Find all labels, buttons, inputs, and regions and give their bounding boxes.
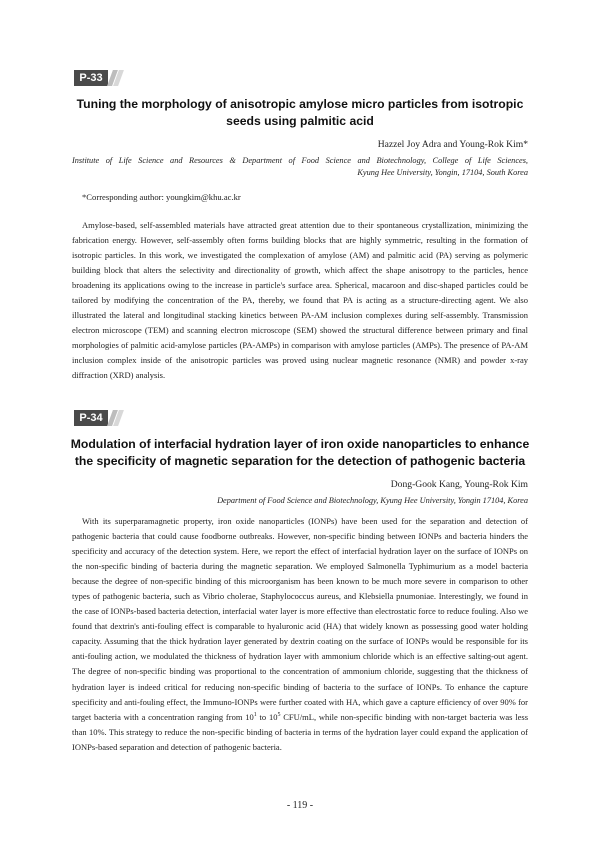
abstract-title-line: Modulation of interfacial hydration layer of iron oxide nanoparticles to enhance	[70, 437, 530, 451]
abstract-title-line: the specificity of magnetic separation for the detection of pathogenic bacteria	[74, 454, 526, 468]
abstract-body-text: With its superparamagnetic property, iron oxide nanoparticles (IONPs) have been used for the separation and detection of pathogenic bacteria that could cause foodborne outbreaks. However, non-specific binding between IONPs and bacteria hinders the specificity and accuracy of the detection system. Here, we report the effect of interfacial hydration layer on the surface of IONPs on the non-specific binding of bacteria during the magnetic separation. We employed Salmonella Typhimurium as a model bacteria because the degree of non-specific binding of this microorganism has been known to be much more severe in comparison to other types of pathogenic bacteria, such as Vibrio cholerae, Staphylococcus aureus, and Klebsiella pnumoniae. Interestingly, we found in the case of IONPs-based bacteria detection, interfacial water layer is more effective than electrostatic force to reduce fouling. Also we found that dextrin's anti-fouling effect is comparable to hyaluronic acid (HA) that widely known as possessing good water holding capacity. Assuming that the thick hydration layer generated by dextrin coating on the surface of IONPs would be responsible for its anti-fouling action, we modulated the thickness of hydration layer with ammonium chloride which is an effective salting-out agent. The degree of non-specific binding was proportional to the concentration of ammonium chloride, suggesting that the thickness of hydration layer is indeed critical for reducing non-specific binding of bacteria to the surface of IONPs. To enhance the capture specificity and anti-fouling effect, the Immuno-IONPs were further coated with HA, which gave a capture efficiency of over 90% for target bacteria with a concentration ranging from 10	[72, 516, 528, 722]
abstract-tag-label: P-34	[74, 410, 108, 426]
abstract-title	[60, 436, 540, 470]
exponent: 5	[277, 711, 281, 718]
exponent: 1	[253, 711, 257, 718]
affiliation-line: Institute of Life Science and Resources & Department of Food Science and Biotechnology, College of Life Sciences,	[72, 156, 528, 165]
abstract-title	[60, 96, 540, 130]
affiliation-line: Kyung Hee University, Yongin, 17104, South Korea	[357, 168, 528, 177]
abstract-title-line: seeds using palmitic acid	[226, 114, 374, 128]
abstract-body	[72, 514, 528, 755]
abstract-body-text: CFU/mL, while non-specific binding with non-target bacteria was less than 10%. This strategy to reduce the non-specific binding of bacteria in terms of the hydration layer could expand the application of IONPs-based separation and detection of pathogenic bacteria.	[72, 711, 528, 752]
abstract-authors: Dong-Gook Kang, Young-Rok Kim	[390, 479, 528, 490]
abstract-tag-label: P-33	[74, 70, 108, 86]
page-number: - 119 -	[286, 800, 314, 811]
abstract-tag-p33	[74, 70, 120, 86]
abstract-affiliation: Department of Food Science and Biotechnology, Kyung Hee University, Yongin 17104, Korea	[217, 496, 528, 505]
abstract-title-line: Tuning the morphology of anisotropic amylose micro particles from isotropic	[76, 97, 524, 111]
abstract-authors: Hazzel Joy Adra and Young-Rok Kim*	[377, 139, 528, 150]
abstract-body-text: to 10	[256, 711, 278, 722]
abstract-affiliation	[72, 155, 528, 179]
corresponding-author: *Corresponding author: youngkim@khu.ac.kr	[82, 192, 241, 202]
abstract-body: Amylose-based, self-assembled materials have attracted great attention due to their spontaneous crystallization, minimizing the fabrication energy. However, self-assembly often forms building blocks that are highly symmetric, resulting in the formation of isotropic particles. In this work, we investigated the complexation of amylose (AM) and palmitic acid (PA) serving as polymeric building block that alters the selectivity and directionality of growth, which affect the shape anisotropy to the particles, hence broadening its applications owing to the increase in particle's surface area. Spherical, macaroon and disc-shaped particles could be tailored by modifying the concentration of the PA, thereby, we found that PA is acting as a structure-directing agent. We also illustrated the lateral and longitudinal stacking kinetics between PA-AM inclusion complexes during self-assembly. Transmission electron microscope (TEM) and scanning electron microscope (SEM) showed the structural difference between primary and final morphologies of palmitic acid-amylose particles (PA-AMPs) in comparison with amylose particles (AMPs). The presence of PA-AM inclusion complex inside of the anisotropic particles was proved using nuclear magnetic resonance (NMR) and powder x-ray diffraction (XRD) analysis.	[72, 220, 528, 381]
abstract-tag-p34	[74, 410, 120, 426]
